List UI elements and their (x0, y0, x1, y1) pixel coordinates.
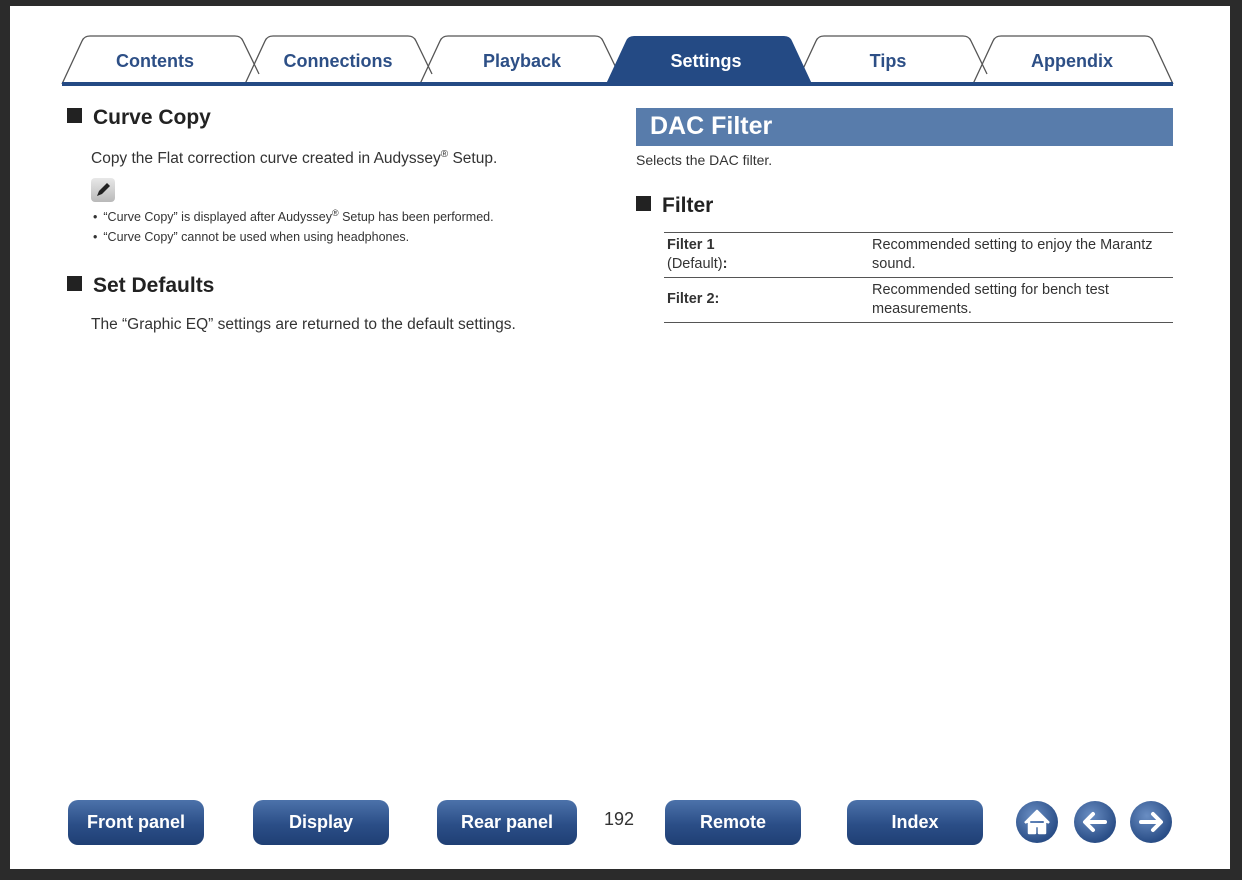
note-2-text: “Curve Copy” cannot be used when using headphones. (103, 230, 410, 244)
filter-1-default: (Default) (667, 256, 723, 272)
curve-copy-heading (67, 106, 211, 130)
tab-settings[interactable]: Settings (670, 51, 742, 71)
display-label: Display (288, 812, 354, 832)
rear-panel-label: Rear panel (460, 812, 554, 832)
remote-label: Remote (699, 812, 766, 832)
forward-arrow-icon (1130, 801, 1172, 843)
dac-filter-title: DAC Filter (650, 112, 773, 140)
index-label: Index (891, 812, 939, 832)
curve-copy-description (91, 149, 497, 168)
set-defaults-description: The “Graphic EQ” settings are returned to the default settings. (91, 316, 516, 333)
filter-heading (636, 194, 713, 218)
registered-mark: ® (440, 149, 449, 160)
note-item-1 (93, 208, 494, 224)
back-button[interactable] (1074, 801, 1116, 843)
bullet: • (93, 210, 98, 225)
tab-contents[interactable]: Contents (116, 51, 194, 71)
index-button[interactable] (847, 800, 983, 845)
heading-square-icon (636, 196, 651, 211)
forward-button[interactable] (1130, 801, 1172, 843)
tab-connections[interactable]: Connections (283, 51, 393, 71)
filter-1-description: Recommended setting to enjoy the Marantz sound. (872, 237, 1153, 272)
filter-1-name: Filter 1 (667, 237, 715, 253)
set-defaults-title: Set Defaults (93, 274, 215, 297)
filter-heading-title: Filter (662, 194, 714, 217)
display-button[interactable] (253, 800, 389, 845)
curve-copy-desc-tail: Setup. (448, 150, 498, 168)
page-number: 192 (604, 809, 635, 829)
filter-table (664, 232, 1173, 323)
filter-2-description: Recommended setting for bench test measurements. (872, 282, 1109, 317)
remote-button[interactable] (665, 800, 801, 845)
curve-copy-desc-text: Copy the Flat correction curve created in Audyssey (91, 150, 441, 168)
heading-square-icon (67, 108, 82, 123)
tab-tips[interactable]: Tips (869, 51, 907, 71)
curve-copy-title: Curve Copy (93, 106, 211, 129)
tab-outline (10, 6, 1230, 86)
front-panel-button[interactable] (68, 800, 204, 845)
table-row (664, 232, 1173, 277)
table-row (664, 277, 1173, 323)
filter-1-name-cell (667, 236, 727, 274)
pencil-glyph (91, 178, 115, 202)
home-button[interactable] (1016, 801, 1058, 843)
pencil-note-icon (91, 178, 115, 202)
dac-filter-description: Selects the DAC filter. (636, 152, 773, 168)
registered-mark: ® (331, 208, 339, 218)
note-item-2 (93, 230, 409, 244)
tab-playback[interactable]: Playback (482, 51, 562, 71)
dac-filter-title-bar (636, 108, 1173, 146)
note-1-tail: Setup has been performed. (338, 210, 494, 225)
heading-square-icon (67, 276, 82, 291)
manual-page (10, 6, 1230, 869)
set-defaults-heading (67, 274, 214, 298)
home-icon (1016, 801, 1058, 843)
filter-1-colon: : (722, 256, 728, 272)
filter-2-name: Filter 2: (667, 291, 720, 307)
rear-panel-button[interactable] (437, 800, 577, 845)
tab-bar (10, 6, 1230, 86)
bullet: • (93, 230, 98, 244)
tab-appendix[interactable]: Appendix (1030, 51, 1113, 71)
front-panel-label: Front panel (87, 812, 185, 832)
back-arrow-icon (1074, 801, 1116, 843)
note-1-text: “Curve Copy” is displayed after Audyssey (103, 210, 332, 225)
